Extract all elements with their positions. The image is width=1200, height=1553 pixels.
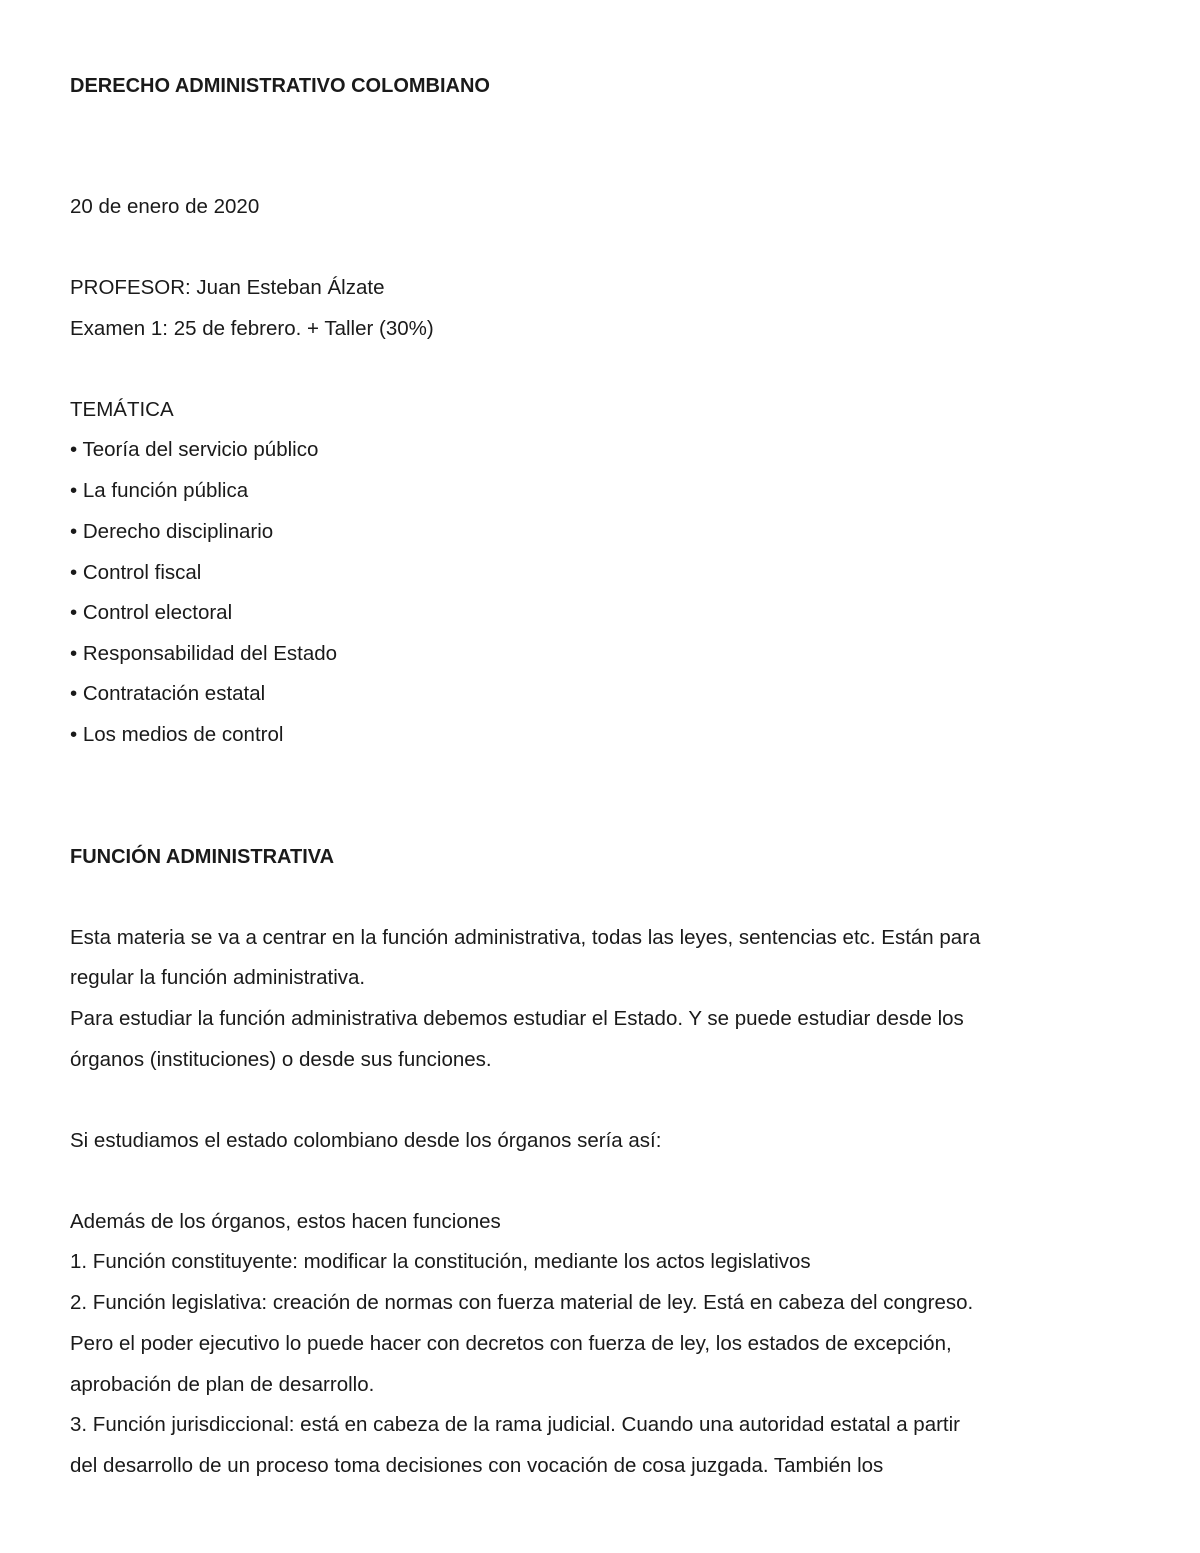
exam-line: Examen 1: 25 de febrero. + Taller (30%) <box>70 317 434 340</box>
topic-item: • Control fiscal <box>70 561 202 584</box>
topic-item: • La función pública <box>70 479 249 502</box>
topic-item: • Responsabilidad del Estado <box>70 642 338 665</box>
body-line: del desarrollo de un proceso toma decisiones con vocación de cosa juzgada. También los <box>70 1454 884 1477</box>
document-date: 20 de enero de 2020 <box>70 195 260 218</box>
document-title: DERECHO ADMINISTRATIVO COLOMBIANO <box>70 75 490 97</box>
topic-item: • Derecho disciplinario <box>70 520 274 543</box>
body-line: regular la función administrativa. <box>70 966 366 989</box>
body-line: Pero el poder ejecutivo lo puede hacer con decretos con fuerza de ley, los estados de excepción, <box>70 1332 952 1355</box>
professor-line: PROFESOR: Juan Esteban Álzate <box>70 276 385 299</box>
body-line: Para estudiar la función administrativa debemos estudiar el Estado. Y se puede estudiar desde los <box>70 1007 964 1030</box>
body-line: Esta materia se va a centrar en la función administrativa, todas las leyes, sentencias etc. Están para <box>70 926 981 949</box>
topic-item: • Teoría del servicio público <box>70 438 319 461</box>
body-line: Si estudiamos el estado colombiano desde los órganos sería así: <box>70 1129 662 1152</box>
body-line: 1. Función constituyente: modificar la constitución, mediante los actos legislativos <box>70 1250 811 1273</box>
topics-heading: TEMÁTICA <box>70 398 174 421</box>
body-line: Además de los órganos, estos hacen funciones <box>70 1210 501 1233</box>
body-line: órganos (instituciones) o desde sus funciones. <box>70 1048 492 1071</box>
topic-item: • Control electoral <box>70 601 233 624</box>
section-heading: FUNCIÓN ADMINISTRATIVA <box>70 846 335 868</box>
body-line: aprobación de plan de desarrollo. <box>70 1373 375 1396</box>
topic-item: • Los medios de control <box>70 723 284 746</box>
topic-item: • Contratación estatal <box>70 682 266 705</box>
body-line: 2. Función legislativa: creación de normas con fuerza material de ley. Está en cabeza del congreso. <box>70 1291 974 1314</box>
body-line: 3. Función jurisdiccional: está en cabeza de la rama judicial. Cuando una autoridad estatal a partir <box>70 1413 960 1436</box>
